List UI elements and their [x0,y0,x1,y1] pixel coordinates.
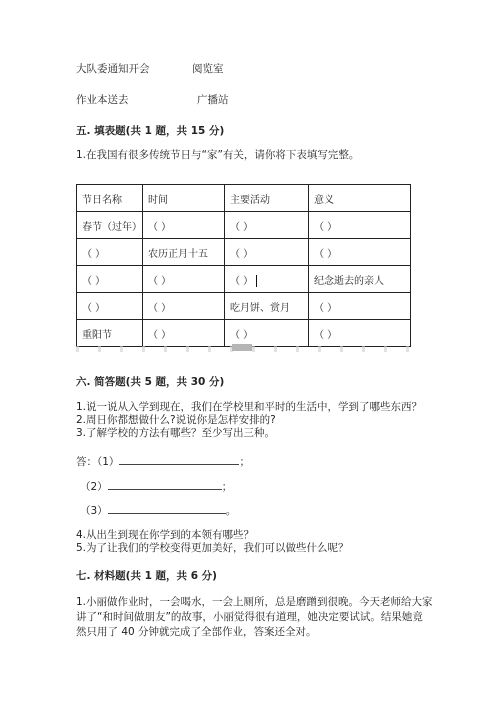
table-header-cell: 意义 [309,185,411,212]
option-right-1: 阅览室 [192,63,224,75]
question-3: 3.了解学校的方法有哪些？至少写出三种。 [76,427,276,439]
table-cell[interactable]: （ ） [225,320,309,347]
table-cell: 春节（过年） [77,212,143,239]
blank-label-3: （3） [80,505,108,517]
table-cell: 重阳节 [77,320,143,347]
answer-line-3 [80,502,236,518]
table-cell[interactable]: （ ） [309,212,411,239]
table-cell[interactable]: （ ） [77,293,143,320]
table-row [77,320,411,347]
table-cell[interactable]: （ ） [143,212,225,239]
material-line-1: 1.小丽做作业时，一会喝水，一会上厕所，总是磨蹭到很晚。今天老师给大家 [76,596,433,608]
text-cursor [256,275,257,287]
table-cell: 农历正月十五 [143,239,225,266]
option-left-1: 大队委通知开会 [76,63,150,75]
table-cell[interactable]: （ ） [309,293,411,320]
table-header-cell: 时间 [143,185,225,212]
table-cell[interactable]: （ ） [309,320,411,347]
section6-heading: 六. 简答题(共 5 题，共 30 分) [76,376,225,388]
option-right-2: 广播站 [197,94,229,106]
blank-separator-3: 。 [225,505,237,517]
table-row [77,212,411,239]
table-cell-text: （ ） [230,275,254,287]
question-4: 4.从出生到现在你学到的本领有哪些？ [76,529,255,541]
blank-separator-2: ； [221,481,233,493]
table-cell[interactable]: （ ） [143,293,225,320]
section5-heading: 五. 填表题(共 1 题，共 15 分) [76,125,225,137]
question-5: 5.为了让我们的学校变得更加美好，我们可以做些什么呢？ [76,542,349,554]
answer-prefix: 答： [76,456,97,468]
table-header-cell: 节日名称 [77,185,143,212]
answer-line-2 [80,478,232,494]
table-row [77,239,411,266]
table-header-cell: 主要活动 [225,185,309,212]
section7-heading: 七. 材料题(共 1 题，共 6 分) [76,570,217,582]
material-line-3: 然只用了 40 分钟就完成了全部作业，答案还全对。 [76,626,317,638]
festival-table [76,184,411,347]
table-cell[interactable]: （ ） [143,266,225,293]
answer-blank-2[interactable] [108,478,222,490]
blank-label-1: （1） [97,456,120,468]
table-cell[interactable]: （ ） [225,239,309,266]
blank-label-2: （2） [80,481,108,493]
material-line-2: 讲了“和时间做朋友”的故事，小丽觉得很有道理，她决定要试试。结果她竟 [76,611,423,623]
table-cell[interactable]: （ ） [143,320,225,347]
table-cell[interactable]: （ ） [77,239,143,266]
table-header-row [77,185,411,212]
table-cell[interactable]: （ ） [309,239,411,266]
question-1: 1.说一说从入学到现在，我们在学校里和平时的生活中，学到了哪些东西？ [76,401,423,413]
table-row [77,293,411,320]
table-cell[interactable]: （ ） [225,212,309,239]
answer-blank-1[interactable] [119,453,239,465]
blank-separator-1: ； [239,456,250,468]
table-cell[interactable]: （ ） [77,266,143,293]
answer-blank-3[interactable] [108,502,226,514]
table-cell-with-cursor[interactable] [225,266,309,293]
table-cell: 吃月饼、赏月 [225,293,309,320]
section5-question: 1.在我国有很多传统节日与“家”有关，请你将下表填写完整。 [76,149,360,161]
answer-line-1 [76,453,250,469]
scan-noise-blob [232,344,252,351]
table-cell: 纪念逝去的亲人 [309,266,411,293]
question-2: 2.周日你都想做什么?说说你是怎样安排的? [76,414,276,426]
option-left-2: 作业本送去 [76,94,129,106]
table-row [77,266,411,293]
